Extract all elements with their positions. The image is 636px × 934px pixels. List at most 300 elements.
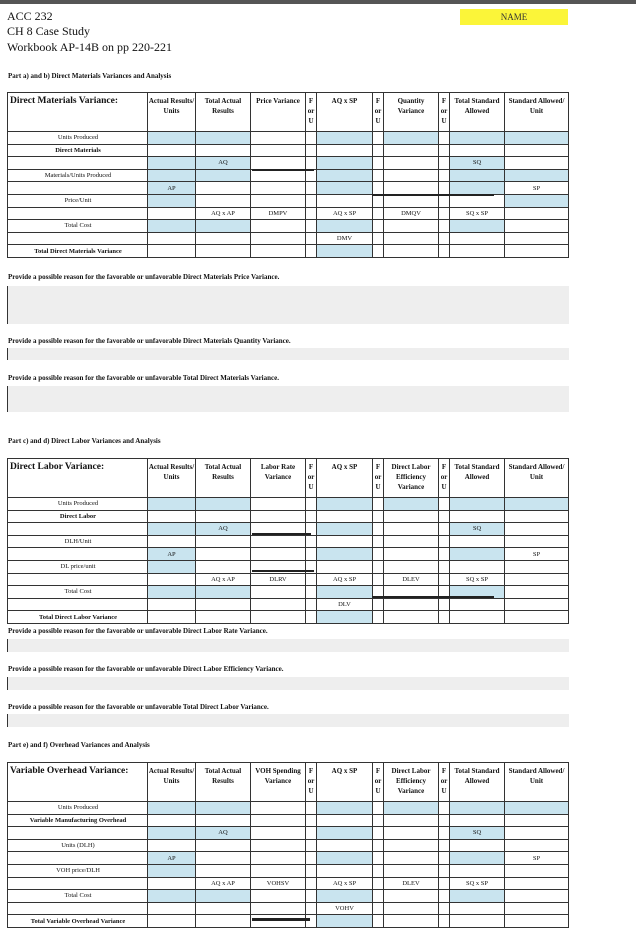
direct-labor-table: [7, 458, 569, 624]
table-row: [8, 245, 569, 258]
row-label: Total Direct Labor Variance: [8, 611, 148, 624]
table-cell: [439, 839, 450, 852]
table-cell: DLEV: [384, 877, 439, 890]
table-cell: [439, 498, 450, 511]
input-cell[interactable]: [450, 169, 505, 182]
table-cell: [505, 232, 569, 245]
table-cell: [439, 182, 450, 195]
table-cell: [196, 182, 251, 195]
table-row: [8, 232, 569, 245]
table-cell: [306, 220, 317, 233]
table-cell: [439, 902, 450, 915]
input-cell[interactable]: [148, 586, 196, 599]
input-cell[interactable]: [450, 182, 505, 195]
input-cell[interactable]: [384, 498, 439, 511]
table-cell: [251, 535, 306, 548]
table-row: [8, 814, 569, 827]
table-cell: [505, 144, 569, 157]
table-cell: [373, 498, 384, 511]
row-label: Total Direct Materials Variance: [8, 245, 148, 258]
table-cell: [450, 232, 505, 245]
table-cell: AQ x SP: [317, 573, 373, 586]
row-label: Units Produced: [8, 802, 148, 815]
table-row: [8, 194, 569, 207]
table-cell: [251, 144, 306, 157]
input-cell[interactable]: AP: [148, 182, 196, 195]
table-cell: [439, 245, 450, 258]
strike-line: [372, 194, 494, 196]
strike-line: [252, 533, 311, 535]
input-cell[interactable]: [317, 523, 373, 536]
table-cell: [450, 144, 505, 157]
table-cell: [505, 535, 569, 548]
table-row: [8, 877, 569, 890]
input-cell[interactable]: [450, 220, 505, 233]
table-cell: [196, 560, 251, 573]
input-cell[interactable]: [450, 890, 505, 903]
table-cell: [317, 814, 373, 827]
table-row: [8, 852, 569, 865]
table-cell: [373, 611, 384, 624]
row-label: DL price/unit: [8, 560, 148, 573]
table-cell: AQ x SP: [317, 877, 373, 890]
column-header: F or U: [439, 459, 450, 498]
table-cell: [384, 598, 439, 611]
table-cell: [439, 852, 450, 865]
table-cell: [439, 169, 450, 182]
row-label: [8, 548, 148, 561]
table-cell: [439, 827, 450, 840]
table-cell: [251, 802, 306, 815]
table-cell: [306, 132, 317, 145]
column-header: AQ x SP: [317, 93, 373, 132]
dl-efficiency-question: Provide a possible reason for the favorable or unfavorable Direct Labor Efficiency Variance.: [8, 665, 284, 673]
table-cell: [373, 560, 384, 573]
input-cell[interactable]: [317, 586, 373, 599]
input-cell[interactable]: [505, 802, 569, 815]
table-cell: [450, 560, 505, 573]
table-cell: DMPV: [251, 207, 306, 220]
input-cell[interactable]: [317, 611, 373, 624]
course-title: ACC 232: [7, 9, 53, 23]
row-label: [8, 902, 148, 915]
table-cell: [373, 877, 384, 890]
table-cell: [505, 220, 569, 233]
table-row: [8, 132, 569, 145]
column-header: Quantity Variance: [384, 93, 439, 132]
input-cell[interactable]: [317, 548, 373, 561]
table-cell: AQ x AP: [196, 207, 251, 220]
input-cell[interactable]: AQ: [196, 827, 251, 840]
table-cell: [251, 510, 306, 523]
dl-rate-question: Provide a possible reason for the favorable or unfavorable Direct Labor Rate Variance.: [8, 627, 268, 635]
table-cell: [384, 611, 439, 624]
table-cell: [439, 144, 450, 157]
table-cell: [439, 523, 450, 536]
table-cell: [505, 915, 569, 928]
table-cell: [439, 548, 450, 561]
table-cell: [439, 573, 450, 586]
input-cell[interactable]: [384, 132, 439, 145]
table-cell: [148, 839, 196, 852]
table-cell: [306, 510, 317, 523]
input-cell[interactable]: [317, 220, 373, 233]
input-cell[interactable]: [317, 169, 373, 182]
input-cell[interactable]: AP: [148, 852, 196, 865]
table-cell: [373, 827, 384, 840]
column-header: Standard Allowed/ Unit: [505, 763, 569, 802]
input-cell[interactable]: [148, 194, 196, 207]
table-cell: [148, 207, 196, 220]
table-cell: [505, 523, 569, 536]
table-cell: [373, 902, 384, 915]
table-cell: [505, 839, 569, 852]
variable-overhead-table: [7, 762, 569, 928]
table-cell: SQ x SP: [450, 573, 505, 586]
table-cell: [306, 498, 317, 511]
table-cell: [148, 535, 196, 548]
input-cell[interactable]: [317, 802, 373, 815]
column-header: Total Standard Allowed: [450, 763, 505, 802]
column-header: AQ x SP: [317, 459, 373, 498]
table-cell: [505, 827, 569, 840]
table-cell: [439, 510, 450, 523]
table-cell: [505, 157, 569, 170]
row-label: Price/Unit: [8, 194, 148, 207]
table-cell: VOHV: [317, 902, 373, 915]
table-cell: [148, 510, 196, 523]
input-cell[interactable]: AQ: [196, 157, 251, 170]
input-cell[interactable]: [196, 586, 251, 599]
input-cell[interactable]: SQ: [450, 523, 505, 536]
table-row: [8, 548, 569, 561]
table-cell: [373, 132, 384, 145]
table-cell: [306, 182, 317, 195]
table-row: [8, 864, 569, 877]
input-cell[interactable]: [148, 498, 196, 511]
column-header: Total Actual Results: [196, 459, 251, 498]
table-cell: [373, 535, 384, 548]
table-cell: [384, 523, 439, 536]
table-cell: AQ x AP: [196, 573, 251, 586]
dm-price-question: Provide a possible reason for the favorable or unfavorable Direct Materials Price Variance.: [8, 273, 280, 281]
table-cell: [373, 510, 384, 523]
input-cell[interactable]: AP: [148, 548, 196, 561]
table-cell: [373, 182, 384, 195]
input-cell[interactable]: [196, 890, 251, 903]
table-cell: [450, 535, 505, 548]
dm-quantity-question: Provide a possible reason for the favorable or unfavorable Direct Materials Quantity Variance.: [8, 337, 291, 345]
input-cell[interactable]: [317, 245, 373, 258]
input-cell[interactable]: [196, 498, 251, 511]
input-cell[interactable]: [317, 852, 373, 865]
input-cell[interactable]: [505, 132, 569, 145]
table-cell: [196, 839, 251, 852]
table-cell: [251, 839, 306, 852]
table-cell: [439, 598, 450, 611]
dl-efficiency-answer[interactable]: [7, 677, 569, 690]
table-cell: [148, 902, 196, 915]
input-cell[interactable]: [196, 220, 251, 233]
table-cell: [196, 852, 251, 865]
table-cell: [251, 814, 306, 827]
table-cell: [306, 194, 317, 207]
input-cell[interactable]: [317, 157, 373, 170]
table-cell: [505, 814, 569, 827]
input-cell[interactable]: [317, 498, 373, 511]
table-cell: [306, 207, 317, 220]
input-cell[interactable]: [450, 498, 505, 511]
table-cell: [251, 864, 306, 877]
column-header: Total Standard Allowed: [450, 459, 505, 498]
row-label: Total Cost: [8, 220, 148, 233]
table-cell: [251, 245, 306, 258]
table-cell: [306, 157, 317, 170]
column-header: F or U: [306, 763, 317, 802]
table-row: [8, 157, 569, 170]
strike-line: [252, 169, 314, 171]
input-cell[interactable]: [317, 890, 373, 903]
input-cell[interactable]: [148, 560, 196, 573]
column-header: Total Actual Results: [196, 93, 251, 132]
table-cell: [148, 915, 196, 928]
table-cell: [317, 510, 373, 523]
input-cell[interactable]: [450, 802, 505, 815]
input-cell[interactable]: [505, 194, 569, 207]
input-cell[interactable]: AQ: [196, 523, 251, 536]
input-cell[interactable]: [317, 827, 373, 840]
column-header: Actual Results/ Units: [148, 93, 196, 132]
direct-materials-table: [7, 92, 569, 258]
table-cell: [148, 245, 196, 258]
row-label: DLH/Unit: [8, 535, 148, 548]
table-cell: [439, 890, 450, 903]
table-cell: [384, 827, 439, 840]
table-cell: [373, 598, 384, 611]
table-cell: [373, 852, 384, 865]
table-cell: [505, 245, 569, 258]
table-cell: [450, 902, 505, 915]
table-cell: [317, 839, 373, 852]
table-cell: [306, 586, 317, 599]
table-cell: [384, 232, 439, 245]
row-label: Total Cost: [8, 586, 148, 599]
table-cell: [384, 839, 439, 852]
row-label: [8, 207, 148, 220]
table-cell: [373, 814, 384, 827]
dm-quantity-answer[interactable]: [7, 348, 569, 360]
dm-total-answer[interactable]: [7, 386, 569, 412]
table-title: Direct Materials Variance:: [8, 93, 148, 132]
dl-total-answer[interactable]: [7, 714, 569, 727]
input-cell[interactable]: [148, 802, 196, 815]
table-cell: [505, 560, 569, 573]
table-cell: [196, 548, 251, 561]
table-title: Direct Labor Variance:: [8, 459, 148, 498]
table-cell: [373, 232, 384, 245]
table-cell: [251, 586, 306, 599]
table-cell: [450, 864, 505, 877]
table-cell: [306, 245, 317, 258]
table-cell: [251, 902, 306, 915]
table-cell: [251, 915, 306, 928]
table-cell: [306, 890, 317, 903]
table-cell: [505, 207, 569, 220]
input-cell[interactable]: SQ: [450, 157, 505, 170]
table-cell: [306, 839, 317, 852]
table-cell: DMV: [317, 232, 373, 245]
table-cell: [505, 573, 569, 586]
table-cell: [384, 864, 439, 877]
table-cell: [439, 814, 450, 827]
table-cell: VOHSV: [251, 877, 306, 890]
input-cell[interactable]: [505, 169, 569, 182]
row-label: VOH price/DLH: [8, 864, 148, 877]
table-row: [8, 915, 569, 928]
table-cell: [148, 598, 196, 611]
table-cell: [450, 839, 505, 852]
input-cell[interactable]: [384, 802, 439, 815]
table-cell: SQ x SP: [450, 877, 505, 890]
input-cell[interactable]: [450, 852, 505, 865]
table-cell: [148, 573, 196, 586]
table-cell: [384, 814, 439, 827]
column-header: F or U: [439, 763, 450, 802]
table-cell: [450, 814, 505, 827]
table-cell: [439, 877, 450, 890]
dm-price-answer[interactable]: [7, 286, 569, 324]
row-label: Total Cost: [8, 890, 148, 903]
table-cell: [317, 535, 373, 548]
table-row: [8, 535, 569, 548]
table-cell: [384, 890, 439, 903]
table-cell: [439, 802, 450, 815]
column-header: AQ x SP: [317, 763, 373, 802]
table-cell: DLEV: [384, 573, 439, 586]
input-cell[interactable]: SQ: [450, 827, 505, 840]
input-cell[interactable]: [505, 498, 569, 511]
workbook-reference: Workbook AP-14B on pp 220-221: [7, 40, 173, 54]
table-cell: [251, 220, 306, 233]
input-cell[interactable]: [148, 864, 196, 877]
table-cell: [505, 864, 569, 877]
table-row: [8, 598, 569, 611]
table-cell: [373, 802, 384, 815]
table-row: [8, 573, 569, 586]
input-cell[interactable]: [148, 890, 196, 903]
row-label: Total Variable Overhead Variance: [8, 915, 148, 928]
input-cell[interactable]: [317, 182, 373, 195]
row-label: [8, 182, 148, 195]
table-cell: [317, 194, 373, 207]
input-cell[interactable]: [196, 169, 251, 182]
table-cell: [373, 915, 384, 928]
input-cell[interactable]: [148, 132, 196, 145]
table-cell: [306, 827, 317, 840]
input-cell[interactable]: [196, 802, 251, 815]
column-header: Direct Labor Efficiency Variance: [384, 763, 439, 802]
input-cell[interactable]: [196, 132, 251, 145]
table-cell: [439, 535, 450, 548]
table-cell: [384, 157, 439, 170]
table-cell: SP: [505, 548, 569, 561]
table-cell: [373, 207, 384, 220]
input-cell[interactable]: [317, 915, 373, 928]
table-cell: [306, 814, 317, 827]
table-cell: [306, 852, 317, 865]
row-label: Units Produced: [8, 132, 148, 145]
table-cell: [384, 220, 439, 233]
table-cell: [148, 877, 196, 890]
column-header: Total Actual Results: [196, 763, 251, 802]
part-cd-label: Part c) and d) Direct Labor Variances and Analysis: [8, 437, 161, 445]
input-cell[interactable]: [148, 220, 196, 233]
input-cell[interactable]: [148, 827, 196, 840]
table-cell: [251, 169, 306, 182]
table-cell: DLV: [317, 598, 373, 611]
table-cell: [251, 548, 306, 561]
table-cell: [306, 802, 317, 815]
table-cell: [251, 157, 306, 170]
row-label: [8, 523, 148, 536]
table-cell: [439, 207, 450, 220]
column-header: Labor Rate Variance: [251, 459, 306, 498]
table-cell: [251, 232, 306, 245]
table-cell: [384, 194, 439, 207]
input-cell[interactable]: [148, 169, 196, 182]
table-cell: [251, 498, 306, 511]
input-cell[interactable]: [317, 132, 373, 145]
table-cell: [439, 864, 450, 877]
input-cell[interactable]: [148, 523, 196, 536]
column-header: F or U: [373, 459, 384, 498]
input-cell[interactable]: [450, 548, 505, 561]
table-cell: [384, 169, 439, 182]
table-cell: [450, 245, 505, 258]
table-cell: [306, 864, 317, 877]
table-row: [8, 827, 569, 840]
strike-line: [252, 570, 314, 572]
column-header: F or U: [306, 459, 317, 498]
table-cell: DLRV: [251, 573, 306, 586]
table-cell: [439, 220, 450, 233]
table-cell: [148, 232, 196, 245]
table-cell: [306, 877, 317, 890]
table-cell: [251, 598, 306, 611]
table-cell: [196, 611, 251, 624]
dl-rate-answer[interactable]: [7, 639, 569, 652]
column-header: Actual Results/ Units: [148, 459, 196, 498]
table-row: [8, 144, 569, 157]
input-cell[interactable]: [148, 157, 196, 170]
strike-line: [252, 918, 310, 921]
table-cell: [505, 510, 569, 523]
column-header: VOH Spending Variance: [251, 763, 306, 802]
dl-total-question: Provide a possible reason for the favorable or unfavorable Total Direct Labor Variance.: [8, 703, 269, 711]
table-row: [8, 890, 569, 903]
table-cell: [317, 560, 373, 573]
table-cell: [384, 915, 439, 928]
name-field[interactable]: NAME: [460, 9, 568, 25]
strike-line: [372, 596, 494, 598]
table-cell: [373, 523, 384, 536]
table-cell: [317, 864, 373, 877]
input-cell[interactable]: [450, 132, 505, 145]
table-cell: [439, 915, 450, 928]
table-cell: [505, 611, 569, 624]
table-row: [8, 902, 569, 915]
table-cell: [373, 245, 384, 258]
